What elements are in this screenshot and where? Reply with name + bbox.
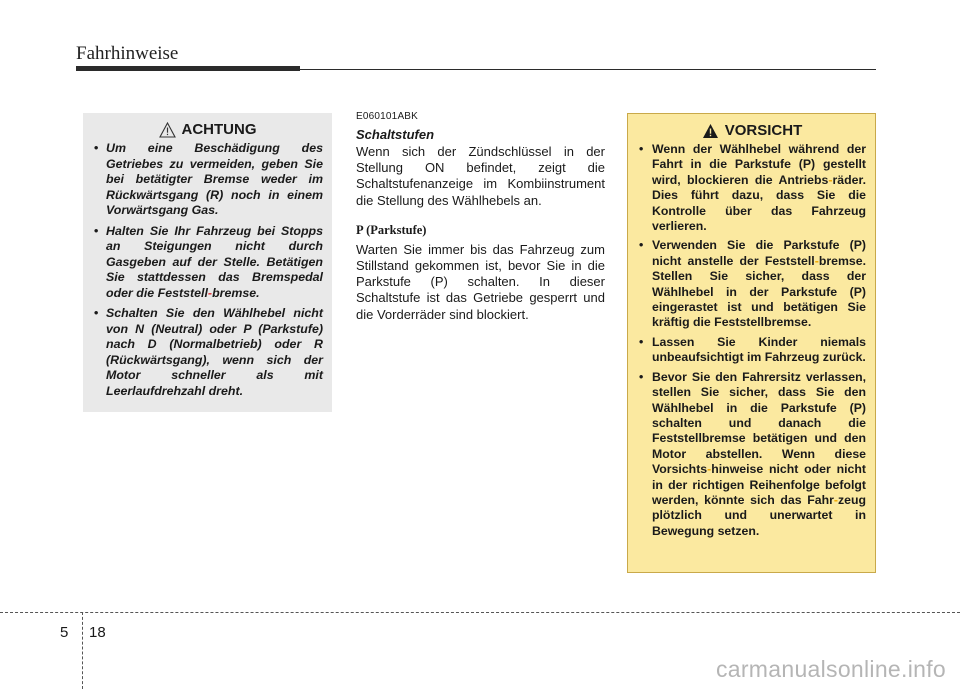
vorsicht-list [638, 142, 866, 539]
subsection-title: Schaltstufen [356, 127, 435, 142]
achtung-title: ACHTUNG [181, 121, 257, 138]
vorsicht-title: VORSICHT [724, 122, 803, 139]
main-column [356, 111, 605, 323]
header-rule-thin [300, 69, 876, 70]
list-item: • Bevor Sie den Fahrersitz verlassen, stellen Sie sicher, dass Sie den Wählhebel in die Parkstufe (P) schalten und danach die Feststellbremse betätigen und den Motor abstellen. Wenn diese Vorsichts-hinweise nicht oder nicht in der richtigen Reihenfolge befolgt werden, könnte sich das Fahr-zeug plötzlich und unerwartet in Bewegung setzen. [638, 370, 866, 539]
achtung-box [83, 113, 332, 412]
hyphen-mark: - [207, 285, 213, 300]
achtung-header [92, 121, 323, 138]
intro-paragraph: Wenn sich der Zündschlüssel in der Stellung ON befindet, zeigt die Schaltstufenanzeige im Kombiinstrument die Stellung des Wählhebels an. [356, 144, 605, 208]
list-item: • Um eine Beschädigung des Getriebes zu vermeiden, geben Sie bei betätigter Bremse weder im Rückwärtsgang (R) noch in einem Vorwärtsgang Gas. [92, 141, 323, 219]
warning-outline-icon [159, 122, 176, 138]
achtung-list [92, 141, 323, 399]
list-item: • Lassen Sie Kinder niemals unbeaufsichtigt im Fahrzeug zurück. [638, 335, 866, 366]
hyphen-mark: - [828, 172, 833, 187]
list-item: • Wenn der Wählhebel während der Fahrt in die Parkstufe (P) gestellt wird, blockieren die Antriebs-räder. Dies führt dazu, dass Sie die Kontrolle über das Fahrzeug verlieren. [638, 142, 866, 234]
list-item: • Verwenden Sie die Parkstufe (P) nicht anstelle der Feststell-bremse. Stellen Sie sicher, dass der Wählhebel in der Parkstufe (P) eingerastet ist und betätigen Sie kräftig die Feststellbremse. [638, 238, 866, 330]
footer-divider [0, 612, 960, 613]
footer-vertical-divider [82, 612, 83, 689]
hyphen-mark: - [814, 253, 819, 268]
watermark: carmanualsonline.info [715, 656, 946, 682]
list-item: • Halten Sie Ihr Fahrzeug bei Stopps an Steigungen nicht durch Gasgeben auf der Stelle. Betätigen Sie stattdessen das Bremspedal oder die Feststell-bremse. [92, 224, 323, 302]
reference-code: E060101ABK [356, 111, 419, 122]
hyphen-mark: - [707, 462, 712, 477]
header-rule-thick [76, 66, 300, 71]
parkstufe-paragraph: Warten Sie immer bis das Fahrzeug zum Stillstand gekommen ist, bevor Sie in die Parkstufe (P) schalten. In dieser Schaltstufe ist das Getriebe gesperrt und die Vorderräder sind blockiert. [356, 241, 605, 322]
warning-filled-icon [702, 123, 719, 139]
list-item: • Schalten Sie den Wählhebel nicht von N (Neutral) oder P (Parkstufe) nach D (Normalbetrieb) oder R (Rückwärtsgang), wenn sich der Motor schneller als mit Leerlaufdrehzahl dreht. [92, 306, 323, 399]
hyphen-mark: - [833, 492, 838, 507]
parkstufe-heading: P (Parkstufe) [356, 222, 427, 237]
page-number: 18 [89, 624, 106, 641]
vorsicht-box [627, 113, 876, 573]
section-title: Fahrhinweise [76, 43, 179, 64]
vorsicht-header [638, 122, 866, 139]
chapter-number: 5 [60, 624, 69, 641]
